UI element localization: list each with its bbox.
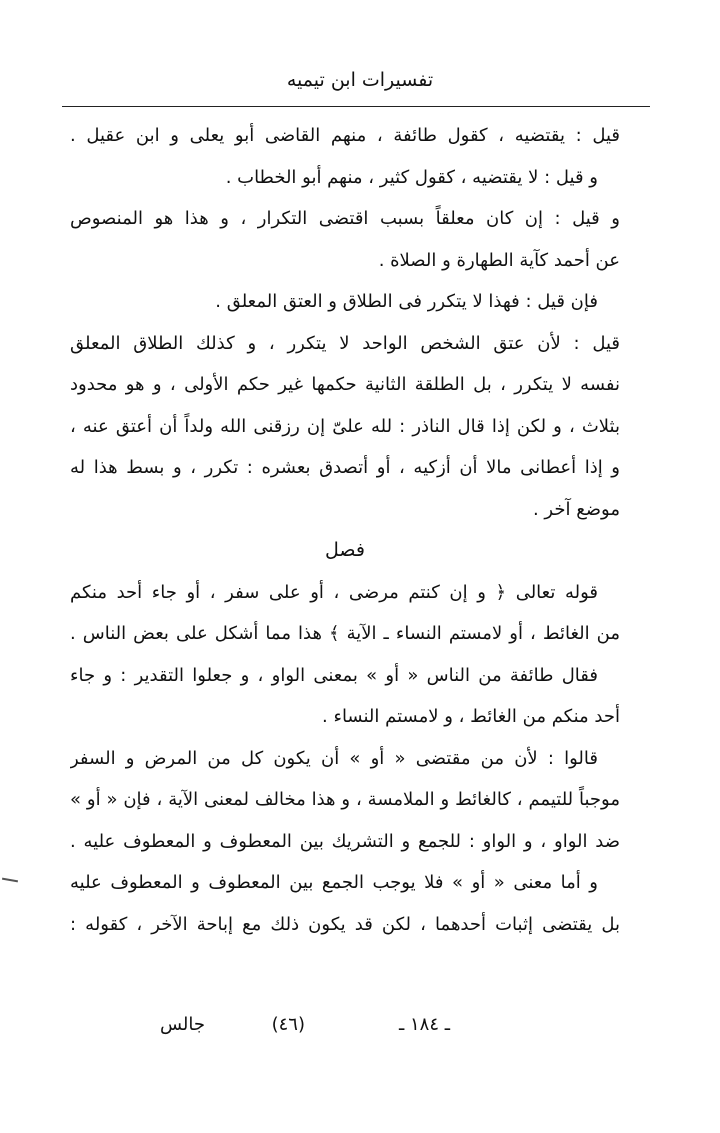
text-line: قوله تعالى ﴿ و إن كنتم مرضى ، أو على سفر ، أو جاء أحد منكم xyxy=(70,581,598,603)
text-line: قالوا : لأن من مقتضى « أو » أن يكون كل من المرض و السفر xyxy=(70,747,598,769)
text-line: عن أحمد كآية الطهارة و الصلاة . xyxy=(378,249,620,271)
text-line: و إذا أعطانى مالا أن أزكيه ، أو أتصدق بعشره : تكرر ، و بسط هذا له xyxy=(70,457,620,478)
text-line: من الغائط ، أو لامستم النساء ـ الآية ﴾ هذا مما أشكل على بعض الناس . xyxy=(70,623,620,644)
body-text xyxy=(70,115,620,945)
text-line: موجباً للتيمم ، كالغائط و الملامسة ، و هذا مخالف لمعنى الآية ، فإن « أو » xyxy=(70,789,620,810)
page-footer xyxy=(70,1010,620,1040)
text-line: موضع آخر . xyxy=(532,498,620,520)
text-line: نفسه لا يتكرر ، بل الطلقة الثانية حكمها غير حكم الأولى ، و هو محدود xyxy=(70,374,620,395)
section-title: فصل xyxy=(325,539,365,561)
signature-number: (٤٦) xyxy=(271,1014,305,1035)
text-line: أحد منكم من الغائط ، و لامستم النساء . xyxy=(322,706,620,727)
page-number: ـ ١٨٤ ـ xyxy=(398,1014,450,1035)
text-line: فإن قيل : فهذا لا يتكرر فى الطلاق و العتق المعلق . xyxy=(215,291,598,312)
text-line: فقال طائفة من الناس « أو » بمعنى الواو ، و جعلوا التقدير : و جاء xyxy=(70,664,598,686)
text-line: و قيل : لا يقتضيه ، كقول كثير ، منهم أبو الخطاب . xyxy=(225,166,598,188)
signature-name: جالس xyxy=(159,1014,205,1035)
text-line: قيل : يقتضيه ، كقول طائفة ، منهم القاضى أبو يعلى و ابن عقيل . xyxy=(70,125,620,146)
header-rule xyxy=(62,106,650,107)
text-line: و قيل : إن كان معلقاً بسبب اقتضى التكرار ، و هذا هو المنصوص xyxy=(70,208,620,229)
running-header: تفسيرات ابن تيميه xyxy=(286,69,434,91)
text-line: بثلاث ، و لكن إذا قال الناذر : لله علىّ إن رزقنى الله ولداً أن أعتق عنه ، xyxy=(70,415,620,437)
text-line: ضد الواو ، و الواو : للجمع و التشريك بين المعطوف و المعطوف عليه . xyxy=(70,830,620,852)
margin-mark xyxy=(2,878,18,883)
text-line: بل يقتضى إثبات أحدهما ، لكن قد يكون ذلك مع إباحة الآخر ، كقوله : xyxy=(70,913,620,935)
text-line: قيل : لأن عتق الشخص الواحد لا يتكرر ، و كذلك الطلاق المعلق xyxy=(70,332,620,354)
text-line: و أما معنى « أو » فلا يوجب الجمع بين المعطوف و المعطوف عليه xyxy=(70,872,598,893)
